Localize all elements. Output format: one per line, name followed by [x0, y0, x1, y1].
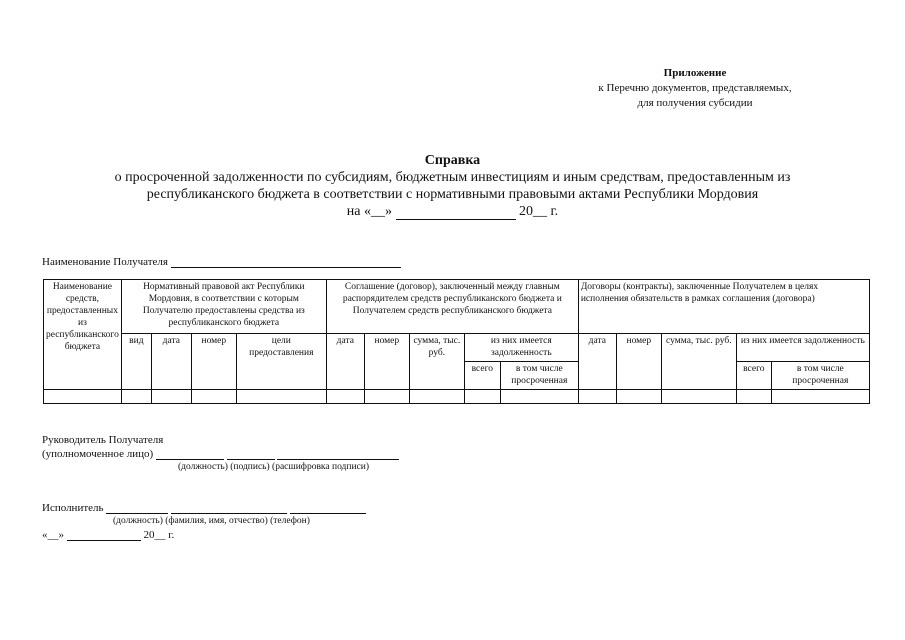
executor-label: Исполнитель [42, 502, 104, 514]
head-label-line-1: Руководитель Получателя [42, 434, 164, 446]
group-header-agreement: Соглашение (договор), заключенный между главным распорядителем средств республиканского бюджета и Получателем средств республиканского бюджета [326, 280, 578, 334]
table-cell[interactable] [771, 390, 869, 404]
document-title-block [40, 152, 865, 220]
executor-captions: (должность) (фамилия, имя, отчество) (телефон) [113, 516, 310, 526]
head-captions: (должность) (подпись) (расшифровка подписи) [178, 462, 370, 472]
col-header-contract-date: дата [578, 334, 616, 390]
group-header-legal-act: Нормативный правовой акт Республики Мордовия, в соответствии с которым Получателю предоставлены средства из республиканского бюджета [121, 280, 326, 334]
col-header-act-date: дата [151, 334, 191, 390]
table-cell[interactable] [151, 390, 191, 404]
table-cell[interactable] [326, 390, 364, 404]
table-cell[interactable] [236, 390, 326, 404]
col-header-act-number: номер [191, 334, 236, 390]
recipient-label: Наименование Получателя [42, 256, 168, 268]
table-cell[interactable] [616, 390, 661, 404]
appendix-block [560, 66, 830, 111]
date-year: 20__ г. [519, 204, 559, 219]
recipient-name-field[interactable] [171, 267, 401, 268]
document-subtitle-line-2: республиканского бюджета в соответствии с нормативными правовыми актами Республики Мордовия [146, 187, 759, 202]
bottom-date-prefix: «__» [42, 529, 64, 541]
table-cell[interactable] [736, 390, 771, 404]
col-header-act-purpose: цели предоставления [236, 334, 326, 390]
table-cell[interactable] [364, 390, 409, 404]
col-header-agreement-number: номер [364, 334, 409, 390]
date-month-blank[interactable] [396, 219, 516, 220]
table-cell[interactable] [464, 390, 500, 404]
recipient-line [42, 256, 401, 268]
bottom-date-month-field[interactable] [67, 540, 141, 541]
table-row [44, 390, 870, 404]
appendix-line-1: к Перечню документов, представляемых, [598, 82, 792, 94]
head-label-line-2: (уполномоченное лицо) [42, 448, 154, 460]
col-header-agreement-debt-total: всего [464, 362, 500, 390]
executor-phone-field[interactable] [290, 513, 366, 514]
table-cell[interactable] [409, 390, 464, 404]
table-cell[interactable] [191, 390, 236, 404]
col-header-contract-debt: из них имеется задолженность [736, 334, 869, 362]
col-header-agreement-debt: из них имеется задолженность [464, 334, 578, 362]
head-position-field[interactable] [156, 459, 224, 460]
appendix-line-2: для получения субсидии [637, 97, 753, 109]
document-date-line [40, 203, 865, 220]
date-prefix: на «__» [346, 204, 393, 219]
appendix-title: Приложение [663, 67, 727, 79]
table-cell[interactable] [578, 390, 616, 404]
col-header-contract-debt-overdue: в том числе просроченная [771, 362, 869, 390]
table-cell[interactable] [121, 390, 151, 404]
executor-position-field[interactable] [106, 513, 168, 514]
col-header-agreement-sum: сумма, тыс. руб. [409, 334, 464, 390]
table-cell[interactable] [661, 390, 736, 404]
executor-line [42, 502, 366, 514]
col-header-agreement-date: дата [326, 334, 364, 390]
bottom-date-year: 20__ г. [143, 529, 175, 541]
col-header-contract-debt-total: всего [736, 362, 771, 390]
debt-report-table [43, 279, 870, 404]
document-subtitle-line-1: о просроченной задолженности по субсидиям, бюджетным инвестициям и иным средствам, предоставленным из [114, 170, 791, 185]
col-header-contract-number: номер [616, 334, 661, 390]
table-cell[interactable] [44, 390, 122, 404]
col-header-contract-sum: сумма, тыс. руб. [661, 334, 736, 390]
head-name-field[interactable] [277, 459, 399, 460]
head-signature-line [42, 448, 399, 460]
head-signature-field[interactable] [227, 459, 275, 460]
document-title: Справка [424, 153, 481, 168]
col-header-act-type: вид [121, 334, 151, 390]
table-cell[interactable] [500, 390, 578, 404]
executor-name-field[interactable] [171, 513, 287, 514]
col-header-agreement-debt-overdue: в том числе просроченная [500, 362, 578, 390]
group-header-contracts: Договоры (контракты), заключенные Получателем в целях исполнения обязательств в рамках соглашения (договора) [578, 280, 869, 334]
col-header-funds-name: Наименование средств, предоставленных из республиканского бюджета [44, 280, 122, 390]
bottom-date-line [42, 529, 174, 541]
